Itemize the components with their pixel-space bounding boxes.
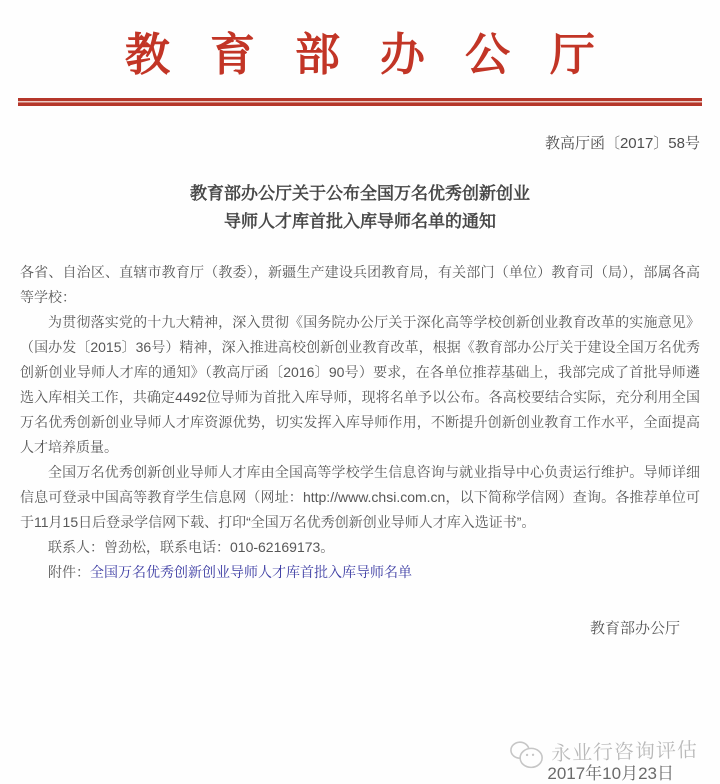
body-paragraph-main: 为贯彻落实党的十九大精神，深入贯彻《国务院办公厅关于深化高等学校创新创业教育改革的实施意见》（国办发〔2015〕36号）精神，深入推进高校创新创业教育改革，根据《教育部办公厅关于建设全国万名优秀创新创业导师人才库的通知》（教高厅函〔2016〕90号）要求，在各单位推荐基础上，我部完成了首批导师遴选入库相关工作，共确定4492位导师为首批入库导师，现将名单予以公布。各高校要结合实际，充分利用全国万名优秀创新创业导师人才库资源优势，切实发挥入库导师作用，不断提升创新创业教育工作水平，全面提高人才培养质量。 — [20, 314, 700, 455]
contact-line: 联系人：曾劲松，联系电话：010-62169173。 — [48, 539, 335, 555]
watermark-text: 永业行咨询评估 — [550, 739, 699, 766]
document-number: 教高厅函〔2017〕58号 — [544, 135, 700, 152]
signature-date: 2017年10月23日 — [547, 764, 674, 783]
attachment-line — [20, 560, 700, 585]
document-title — [0, 180, 720, 236]
attachment-label: 附件： — [48, 564, 90, 580]
document-title-line2: 导师人才库首批入库导师名单的通知 — [224, 212, 496, 231]
salutation-line: 各省、自治区、直辖市教育厅（教委），新疆生产建设兵团教育局，有关部门（单位）教育司（局），部属各高等学校： — [20, 264, 700, 305]
attachment-link[interactable]: 全国万名优秀创新创业导师人才库首批入库导师名单 — [90, 564, 412, 580]
document-body — [20, 260, 700, 585]
body-paragraph-info: 全国万名优秀创新创业导师人才库由全国高等学校学生信息咨询与就业指导中心负责运行维护。导师详细信息可登录中国高等教育学生信息网（网址：http://www.chsi.com.cn，以下简称学信网）查询。各推荐单位可于11月15日后登录学信网下载、打印“全国万名优秀创新创业导师人才库入选证书”。 — [20, 464, 700, 530]
agency-masthead: 教育部办公厅 — [124, 30, 635, 80]
watermark-logo-icon — [507, 739, 548, 770]
document-title-line1: 教育部办公厅关于公布全国万名优秀创新创业 — [190, 184, 530, 203]
red-divider-line — [18, 98, 702, 106]
signature-agency: 教育部办公厅 — [589, 620, 680, 637]
